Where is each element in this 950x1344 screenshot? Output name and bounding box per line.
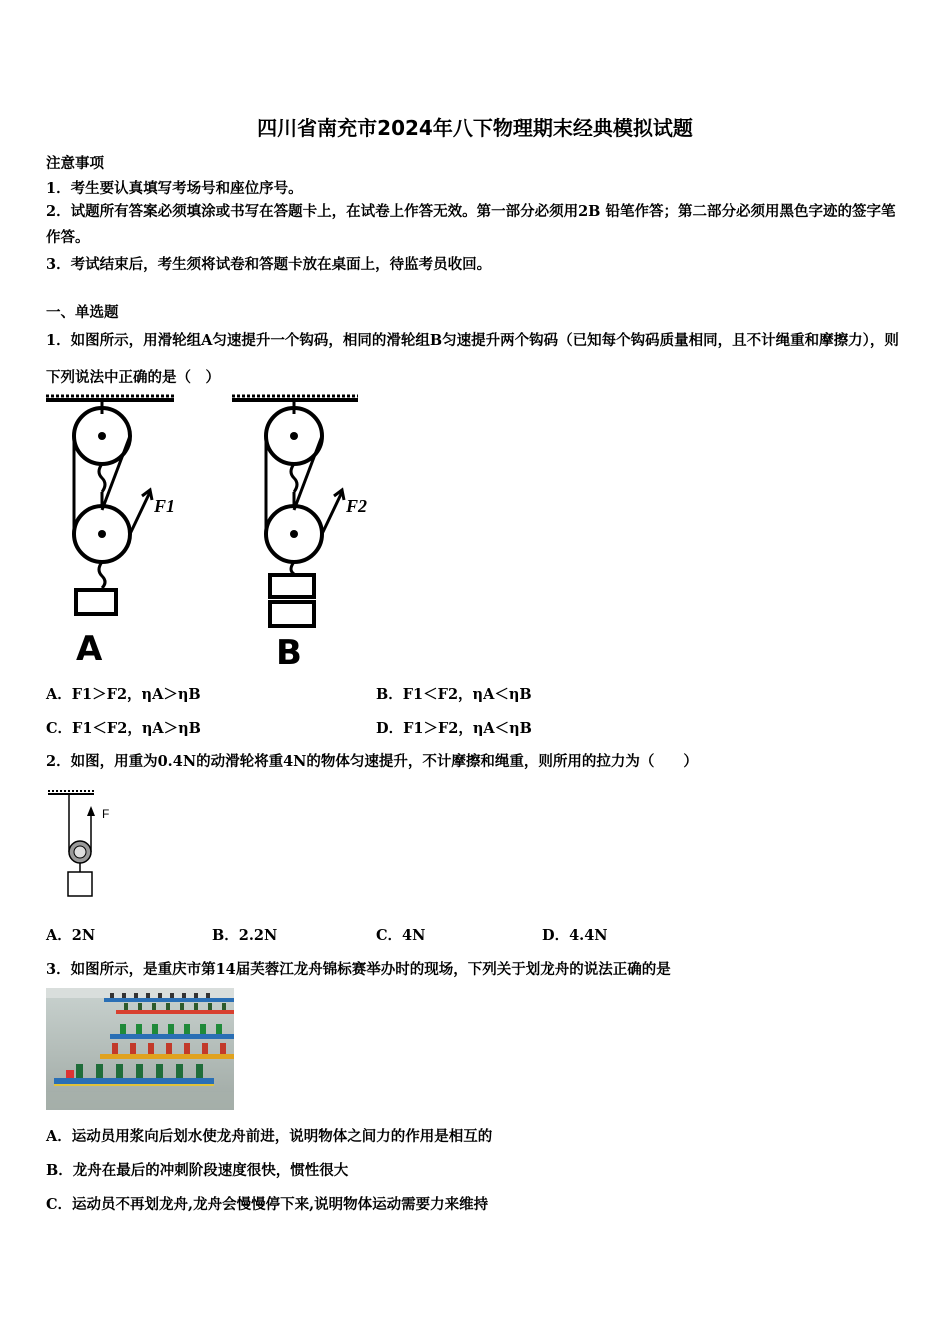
section-heading: 一、单选题 — [46, 304, 119, 321]
q3-option-b: B．龙舟在最后的冲刺阶段速度很快，惯性很大 — [46, 1162, 349, 1179]
q1-option-b — [376, 683, 532, 704]
q3-stem: 3．如图所示，是重庆市第14届芙蓉江龙舟锦标赛举办时的现场，下列关于划龙舟的说法正确的是 — [46, 961, 671, 978]
q1-option-a — [46, 683, 201, 704]
force-label-f1: F1 — [154, 496, 176, 516]
movable-pulley-figure — [44, 788, 124, 903]
q2-option-b: B．2.2N — [212, 927, 278, 944]
q2-stem: 2．如图，用重为0.4N的动滑轮将重4N的物体匀速提升，不计摩擦和绳重，则所用的拉力为（ ） — [46, 753, 698, 770]
pulley-figure-a — [40, 392, 190, 672]
dragon-boat-photo — [46, 988, 234, 1110]
q1-stem: 1．如图所示，用滑轮组A匀速提升一个钩码，相同的滑轮组B匀速提升两个钩码（已知每个钩码质量相同，且不计绳重和摩擦力），则下列说法中正确的是（ ） — [46, 332, 899, 386]
q3-option-c: C．运动员不再划龙舟,龙舟会慢慢停下来,说明物体运动需要力来维持 — [46, 1196, 489, 1213]
q1-option-a-text: F1＞F2，ηA＞ηB — [71, 686, 201, 703]
q2-option-c: C．4N — [376, 927, 426, 944]
q2-option-d: D．4.4N — [542, 927, 608, 944]
pulley-figure-b — [228, 392, 388, 672]
force-label-f: F — [102, 807, 110, 821]
q1-option-d — [376, 717, 532, 738]
figure-label-b: B — [276, 633, 302, 672]
q1-option-d-key: D． — [376, 720, 404, 737]
note-1: 1．考生要认真填写考场号和座位序号。 — [46, 180, 303, 197]
q3-option-a: A．运动员用浆向后划水使龙舟前进，说明物体之间力的作用是相互的 — [46, 1128, 493, 1145]
q1-option-c — [46, 717, 201, 738]
note-2: 2．试题所有答案必须填涂或书写在答题卡上，在试卷上作答无效。第一部分必须用2B 铅笔作答；第二部分必须用黑色字迹的签字笔作答。 — [46, 203, 896, 246]
q2-option-a: A．2N — [46, 927, 96, 944]
q1-option-a-key: A． — [46, 686, 72, 703]
note-3: 3．考试结束后，考生须将试卷和答题卡放在桌面上，待监考员收回。 — [46, 256, 492, 273]
force-label-f2: F2 — [346, 496, 368, 516]
q1-option-d-text: F1＞F2，ηA＜ηB — [403, 720, 532, 737]
figure-label-a: A — [76, 629, 103, 669]
q1-option-c-text: F1＜F2，ηA＞ηB — [72, 720, 201, 737]
page-title: 四川省南充市2024年八下物理期末经典模拟试题 — [257, 116, 693, 140]
q1-option-b-key: B． — [376, 686, 403, 703]
notes-heading: 注意事项 — [46, 155, 104, 172]
q1-option-c-key: C． — [46, 720, 73, 737]
q1-option-b-text: F1＜F2，ηA＜ηB — [402, 686, 532, 703]
